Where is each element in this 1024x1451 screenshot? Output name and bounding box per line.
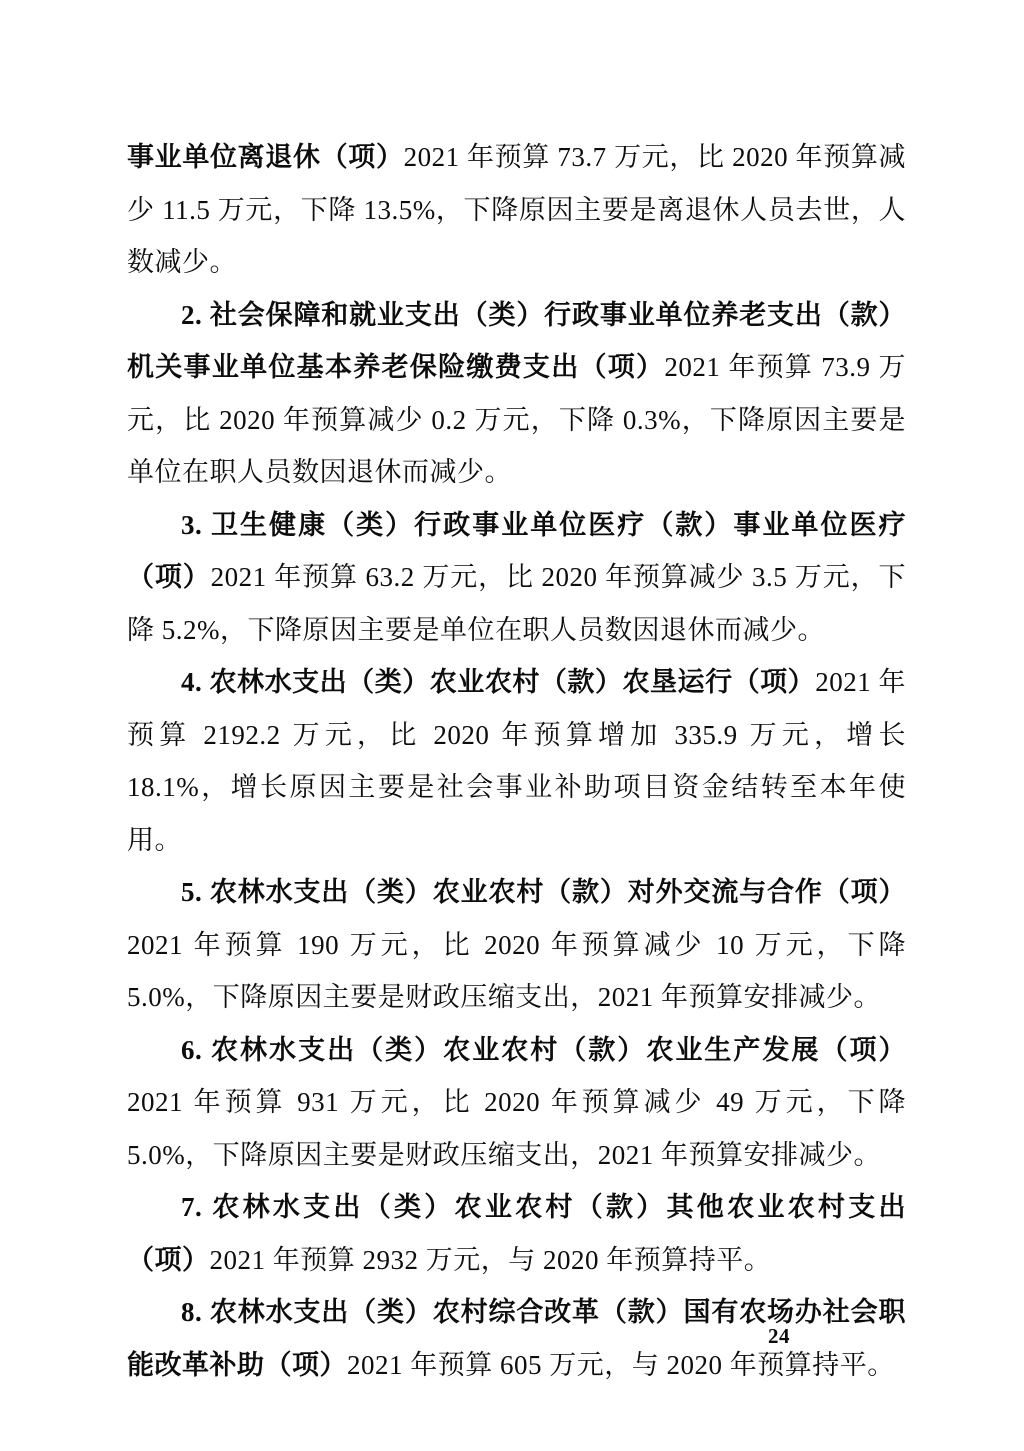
paragraph [127, 1181, 906, 1286]
paragraph [127, 656, 906, 866]
paragraph-body-segment: 2021 年预算 73.7 万元，比 2020 年预算减少 11.5 万元，下降 13.5%，下降原因主要是离退休人员去世，人数减少。 [127, 142, 907, 277]
paragraph-heading-segment: 5. 农林水支出（类）农业农村（款）对外交流与合作（项） [181, 877, 906, 907]
paragraph-body-segment: 2021 年预算 931 万元，比 2020 年预算减少 49 万元，下降 5.0%，下降原因主要是财政压缩支出，2021 年预算安排减少。 [127, 1087, 906, 1170]
paragraph-body-segment: 2021 年预算 73.9 万元，比 2020 年预算减少 0.2 万元，下降 0.3%，下降原因主要是单位在职人员数因退休而减少。 [127, 352, 907, 487]
paragraph-body-segment: 2021 年预算 605 万元，与 2020 年预算持平。 [347, 1349, 895, 1380]
page-number: 24 [768, 1324, 790, 1348]
paragraph-heading-segment: 3. 卫生健康（类）行政事业单位医疗（款）事业单位医疗（项） [127, 509, 906, 592]
paragraph-heading-segment: 6. 农林水支出（类）农业农村（款）农业生产发展（项） [181, 1034, 906, 1065]
paragraph [127, 1024, 906, 1182]
paragraph [127, 289, 906, 499]
paragraph-body-segment: 2021 年预算 63.2 万元，比 2020 年预算减少 3.5 万元，下降 5.2%，下降原因主要是单位在职人员数因退休而减少。 [127, 562, 907, 645]
paragraph-heading-segment: 8. 农林水支出（类）农村综合改革（款）国有农场办社会职能改革补助（项） [127, 1297, 906, 1380]
paragraph-heading-segment: 事业单位离退休（项） [127, 142, 404, 172]
paragraph-body-segment: 2021 年预算 2932 万元，与 2020 年预算持平。 [209, 1244, 772, 1275]
paragraph-heading-segment: 7. 农林水支出（类）农业农村（款）其他农业农村支出（项） [127, 1192, 906, 1275]
paragraph-heading-segment: 2. 社会保障和就业支出（类）行政事业单位养老支出（款）机关事业单位基本养老保险缴费支出（项） [127, 299, 906, 382]
paragraph [127, 131, 906, 289]
paragraph [127, 866, 906, 1024]
document-body-text [127, 131, 906, 1391]
paragraph-heading-segment: 4. 农林水支出（类）农业农村（款）农垦运行（项） [181, 667, 816, 697]
paragraph-body-segment: 2021 年预算 2192.2 万元，比 2020 年预算增加 335.9 万元，增长 18.1%，增长原因主要是社会事业补助项目资金结转至本年使用。 [127, 667, 906, 855]
paragraph [127, 499, 906, 657]
paragraph-body-segment: 2021 年预算 190 万元，比 2020 年预算减少 10 万元，下降 5.0%，下降原因主要是财政压缩支出，2021 年预算安排减少。 [127, 929, 906, 1012]
